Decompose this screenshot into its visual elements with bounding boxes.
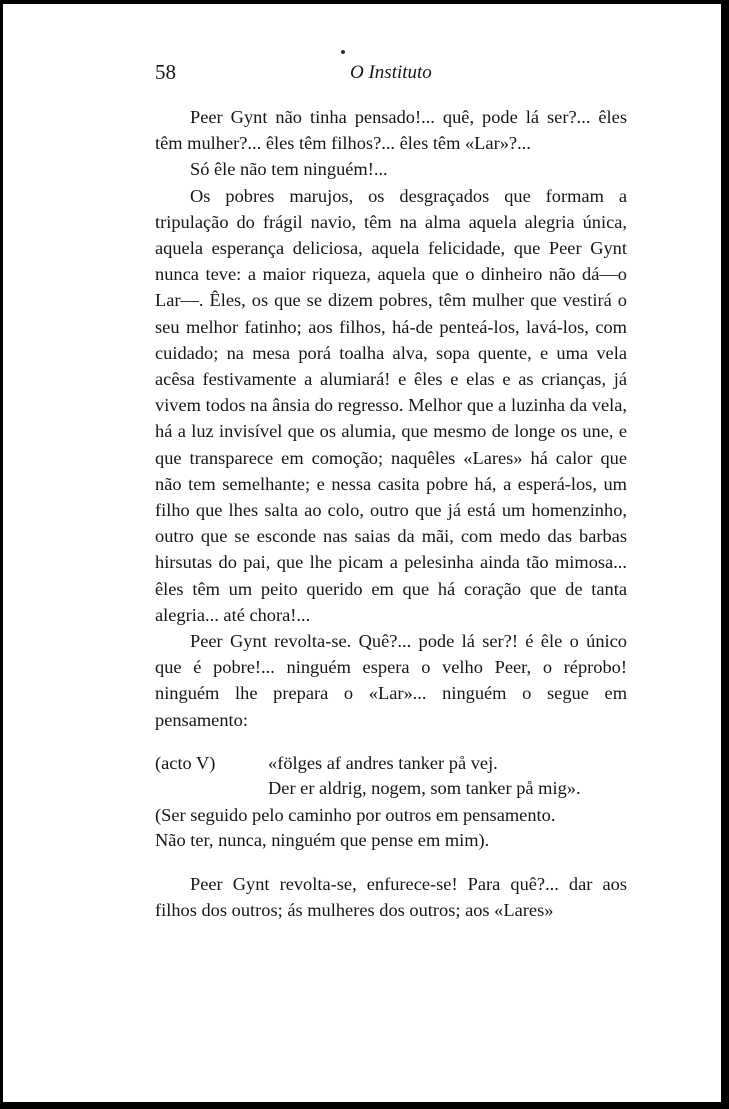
paragraph-3: Os pobres marujos, os desgraçados que formam a tripulação do frágil navio, têm na alma aquela alegria única, aquela esperança deliciosa, aquela felicidade, que Peer Gynt nunca teve: a maior riqueza, aquela que o dinheiro não dá—o Lar—. Êles, os que se dizem pobres, têm mulher que vestirá o seu melhor fatinho; aos filhos, há-de penteá-los, lavá-los, com cuidado; na mesa porá toalha alva, sopa quente, e uma vela acêsa festivamente a alumiará! e êles e elas e as crianças, já vivem todos na ânsia do regresso. Melhor que a luzinha da vela, há a luz invisível que os alumia, que mesmo de longe os une, e que transparece em comoção; naquêles «Lares» há calor que não tem semelhante; e nessa casita pobre há, a esperá-los, um filho que lhes salta ao colo, outro que já está um homenzinho, outro que se esconde nas saias da mãi, com medo das barbas hirsutas do pai, que lhe picam a pelesinha ainda tão mimosa... êles têm um peito querido em que há coração que de tanta alegria... até chora!... [155, 185, 627, 625]
verse-quote [155, 751, 627, 801]
quote-line-2: Der er aldrig, nogem, som tanker på mig». [268, 777, 581, 798]
running-title: O Instituto [350, 62, 432, 83]
final-paragraph: Peer Gynt revolta-se, enfurece-se! Para quê?... dar aos filhos dos outros; ás mulheres dos outros; aos «Lares» [155, 873, 627, 921]
ink-speck [341, 50, 345, 54]
paragraph-2: Só êle não tem ninguém!... [190, 159, 388, 180]
translation-line-1: (Ser seguido pelo caminho por outros em pensamento. [155, 804, 556, 825]
page-number: 58 [155, 60, 176, 84]
quote-line-1: «fölges af andres tanker på vej. [268, 752, 498, 773]
body-text [155, 104, 627, 923]
paragraph-4: Peer Gynt revolta-se. Quê?... pode lá ser?! é êle o único que é pobre!... ninguém espera o velho Peer, o réprobo! ninguém lhe prepara o «Lar»... ninguém o segue em pensamento: [155, 631, 627, 730]
paragraph-1: Peer Gynt não tinha pensado!... quê, pode lá ser?... êles têm mulher?... êles têm filhos?... êles têm «Lar»?... [155, 107, 627, 154]
page-header [155, 60, 595, 90]
book-page [3, 4, 721, 1102]
translation-line-2: Não ter, nunca, ninguém que pense em mim). [155, 829, 490, 850]
translation [155, 803, 627, 853]
quote-label: (acto V) [155, 752, 216, 773]
